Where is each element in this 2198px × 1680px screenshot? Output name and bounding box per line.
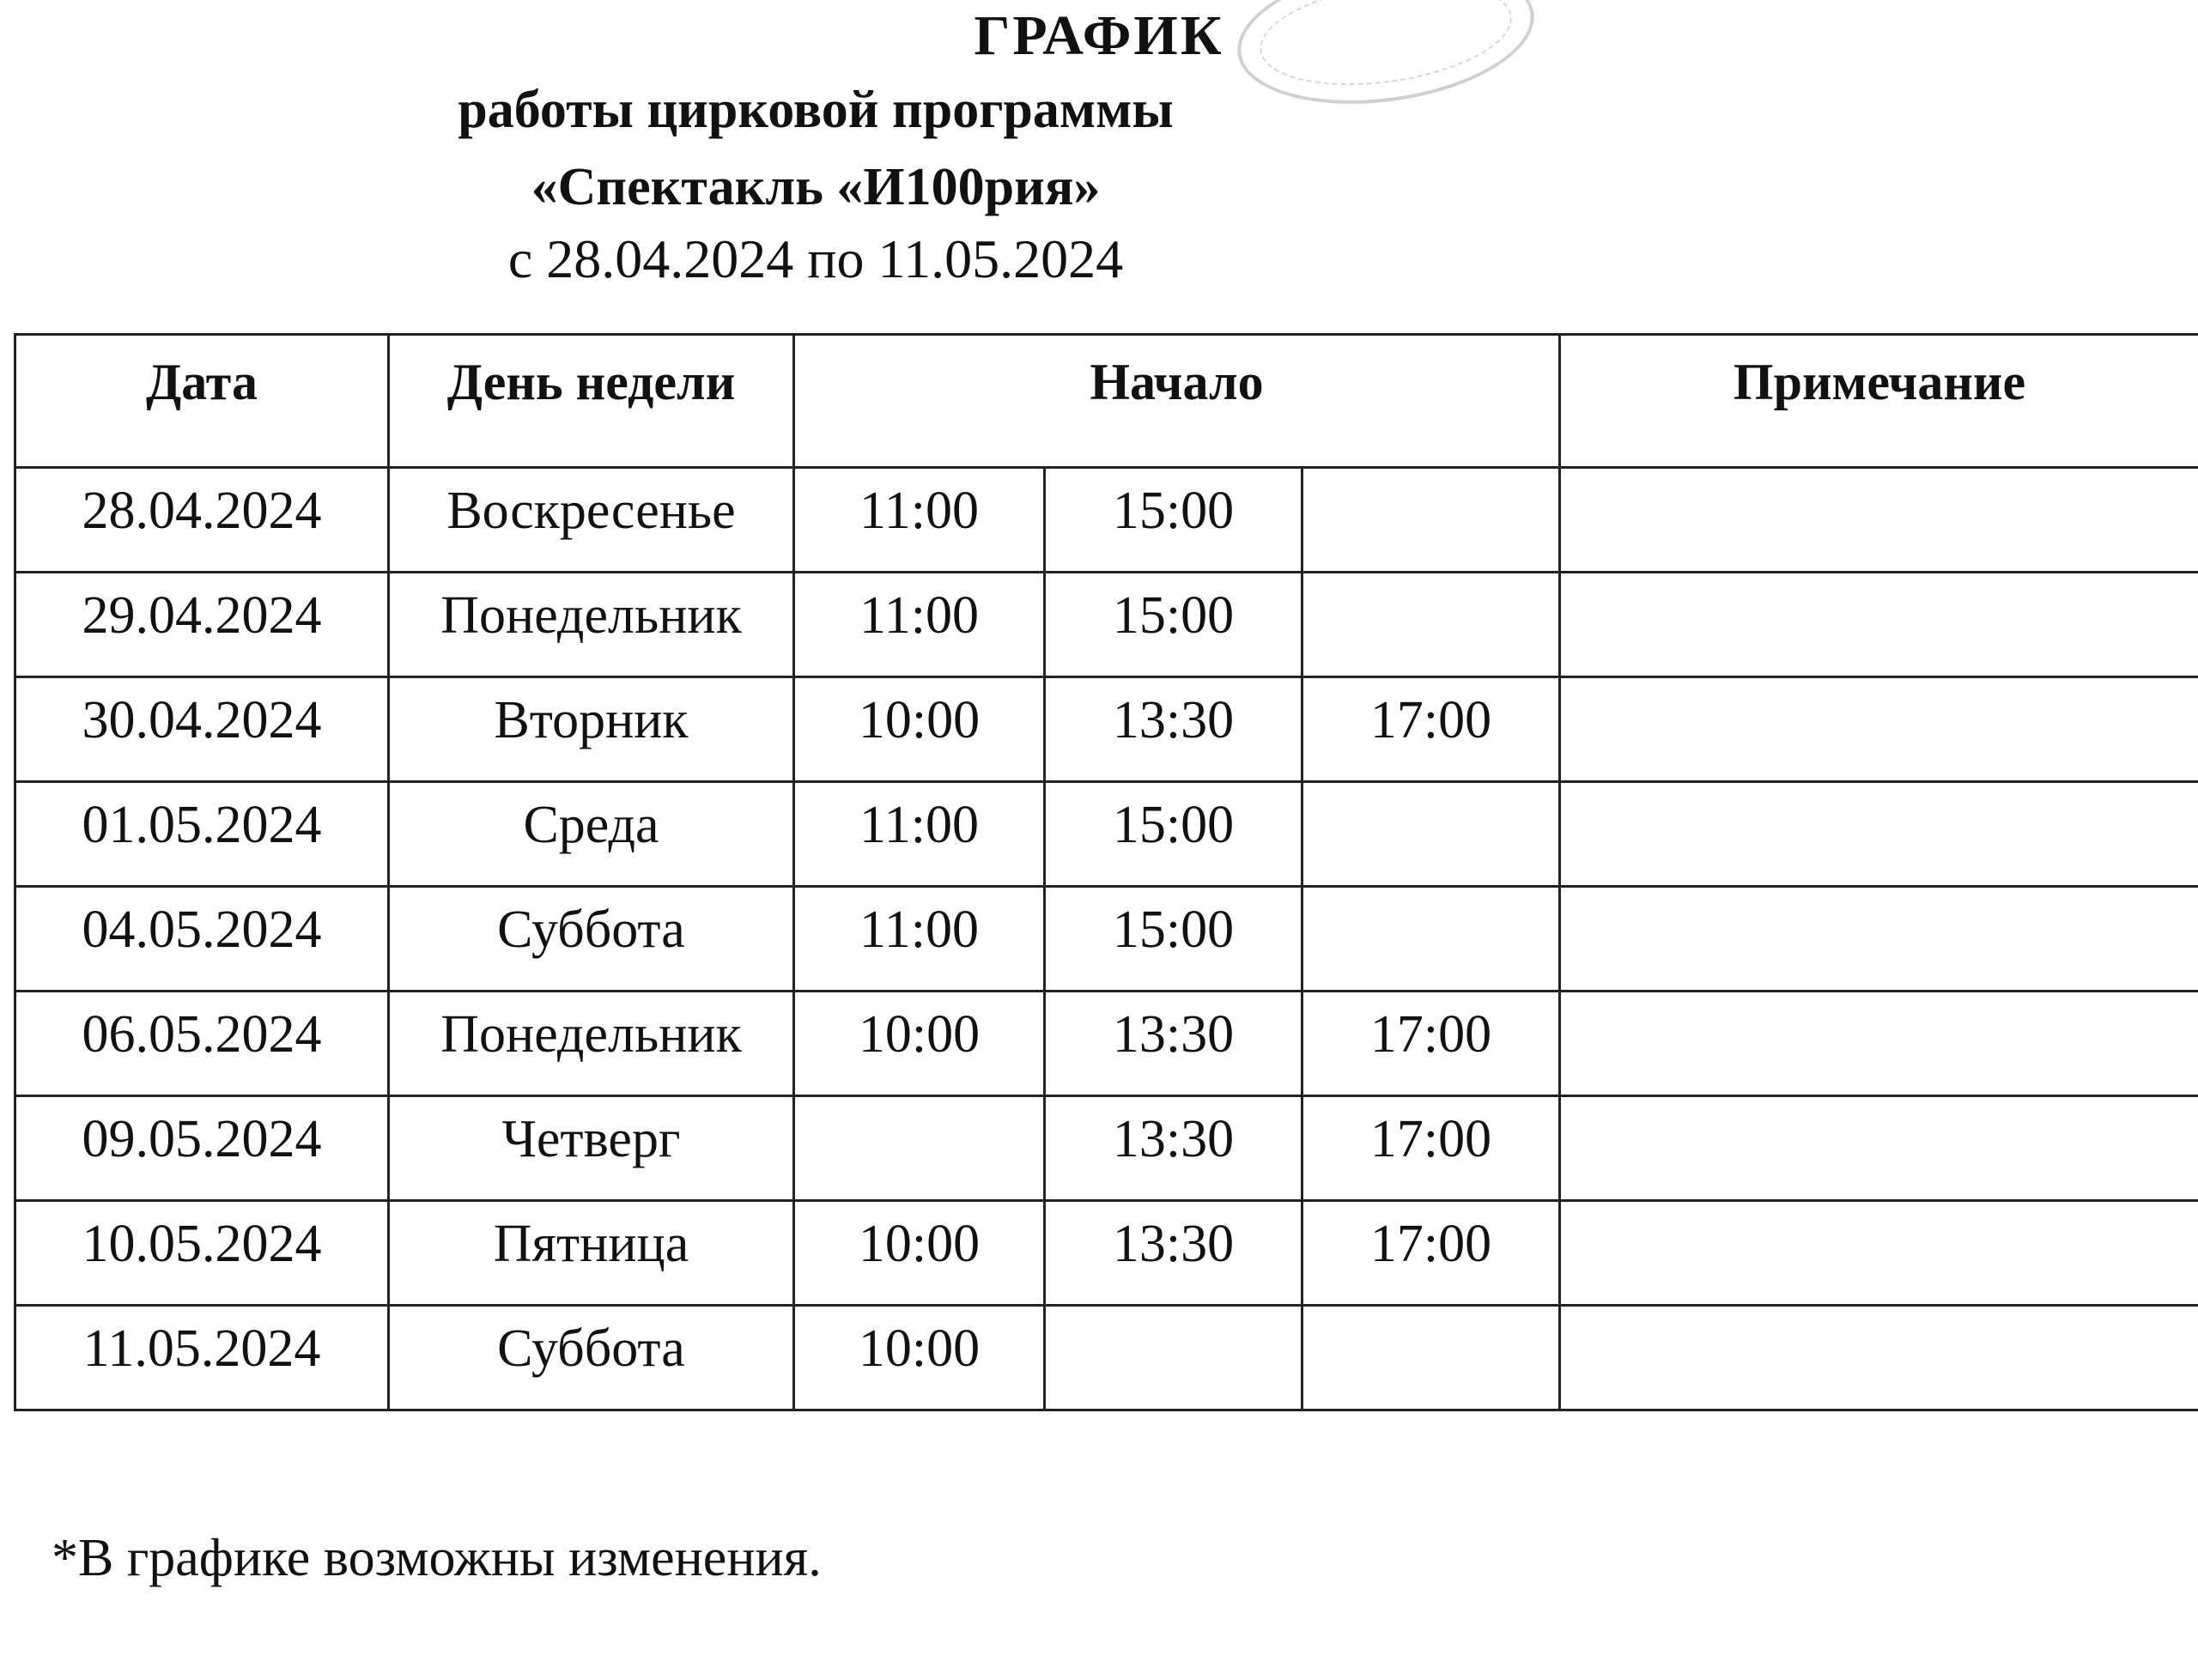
weekday-cell: Суббота bbox=[389, 887, 794, 992]
start-time-3-cell bbox=[1302, 573, 1560, 677]
table-row bbox=[15, 1201, 2198, 1306]
start-time-3-cell: 17:00 bbox=[1302, 992, 1560, 1096]
note-cell bbox=[1560, 1306, 2198, 1410]
start-time-2-cell: 15:00 bbox=[1045, 468, 1302, 573]
weekday-cell: Суббота bbox=[389, 1306, 794, 1410]
weekday-cell: Понедельник bbox=[389, 573, 794, 677]
table-row bbox=[15, 782, 2198, 887]
document-subtitle: работы цирковой программы bbox=[458, 81, 1174, 139]
start-time-1-cell bbox=[794, 1096, 1045, 1201]
table-row bbox=[15, 573, 2198, 677]
start-time-1-cell: 11:00 bbox=[794, 887, 1045, 992]
date-cell: 11.05.2024 bbox=[15, 1306, 389, 1410]
start-time-3-cell bbox=[1302, 468, 1560, 573]
start-time-2-cell: 13:30 bbox=[1045, 677, 1302, 782]
start-time-2-cell: 13:30 bbox=[1045, 992, 1302, 1096]
program-name: «Спектакль «И100рия» bbox=[531, 158, 1101, 216]
column-header-weekday: День недели bbox=[389, 335, 794, 468]
start-time-1-cell: 11:00 bbox=[794, 573, 1045, 677]
start-time-3-cell: 17:00 bbox=[1302, 1096, 1560, 1201]
date-cell: 09.05.2024 bbox=[15, 1096, 389, 1201]
column-header-date: Дата bbox=[15, 335, 389, 468]
weekday-cell: Пятница bbox=[389, 1201, 794, 1306]
table-row bbox=[15, 992, 2198, 1096]
start-time-1-cell: 10:00 bbox=[794, 992, 1045, 1096]
note-cell bbox=[1560, 1201, 2198, 1306]
table-row bbox=[15, 468, 2198, 573]
note-cell bbox=[1560, 677, 2198, 782]
table-row bbox=[15, 1306, 2198, 1410]
date-cell: 30.04.2024 bbox=[15, 677, 389, 782]
date-cell: 06.05.2024 bbox=[15, 992, 389, 1096]
date-cell: 04.05.2024 bbox=[15, 887, 389, 992]
weekday-cell: Понедельник bbox=[389, 992, 794, 1096]
note-cell bbox=[1560, 887, 2198, 992]
start-time-3-cell bbox=[1302, 887, 1560, 992]
table-row bbox=[15, 887, 2198, 992]
table-row bbox=[15, 1096, 2198, 1201]
start-time-1-cell: 10:00 bbox=[794, 1306, 1045, 1410]
start-time-2-cell: 15:00 bbox=[1045, 573, 1302, 677]
weekday-cell: Воскресенье bbox=[389, 468, 794, 573]
start-time-1-cell: 11:00 bbox=[794, 468, 1045, 573]
column-header-note: Примечание bbox=[1560, 335, 2198, 468]
note-cell bbox=[1560, 1096, 2198, 1201]
weekday-cell: Вторник bbox=[389, 677, 794, 782]
weekday-cell: Среда bbox=[389, 782, 794, 887]
date-cell: 29.04.2024 bbox=[15, 573, 389, 677]
note-cell bbox=[1560, 573, 2198, 677]
note-cell bbox=[1560, 468, 2198, 573]
start-time-2-cell bbox=[1045, 1306, 1302, 1410]
note-cell bbox=[1560, 782, 2198, 887]
table-header-row bbox=[15, 335, 2198, 468]
start-time-1-cell: 11:00 bbox=[794, 782, 1045, 887]
date-cell: 01.05.2024 bbox=[15, 782, 389, 887]
column-header-start: Начало bbox=[794, 335, 1560, 468]
start-time-3-cell: 17:00 bbox=[1302, 1201, 1560, 1306]
note-cell bbox=[1560, 992, 2198, 1096]
document-title: ГРАФИК bbox=[974, 4, 1224, 67]
start-time-2-cell: 15:00 bbox=[1045, 887, 1302, 992]
start-time-1-cell: 10:00 bbox=[794, 677, 1045, 782]
start-time-3-cell: 17:00 bbox=[1302, 677, 1560, 782]
start-time-2-cell: 13:30 bbox=[1045, 1096, 1302, 1201]
schedule-table bbox=[14, 333, 2198, 1411]
start-time-3-cell bbox=[1302, 782, 1560, 887]
table-row bbox=[15, 677, 2198, 782]
start-time-1-cell: 10:00 bbox=[794, 1201, 1045, 1306]
start-time-2-cell: 15:00 bbox=[1045, 782, 1302, 887]
start-time-3-cell bbox=[1302, 1306, 1560, 1410]
weekday-cell: Четверг bbox=[389, 1096, 794, 1201]
date-cell: 10.05.2024 bbox=[15, 1201, 389, 1306]
footnote: *В графике возможны изменения. bbox=[52, 1529, 822, 1587]
date-cell: 28.04.2024 bbox=[15, 468, 389, 573]
start-time-2-cell: 13:30 bbox=[1045, 1201, 1302, 1306]
schedule-period: с 28.04.2024 по 11.05.2024 bbox=[507, 228, 1124, 289]
